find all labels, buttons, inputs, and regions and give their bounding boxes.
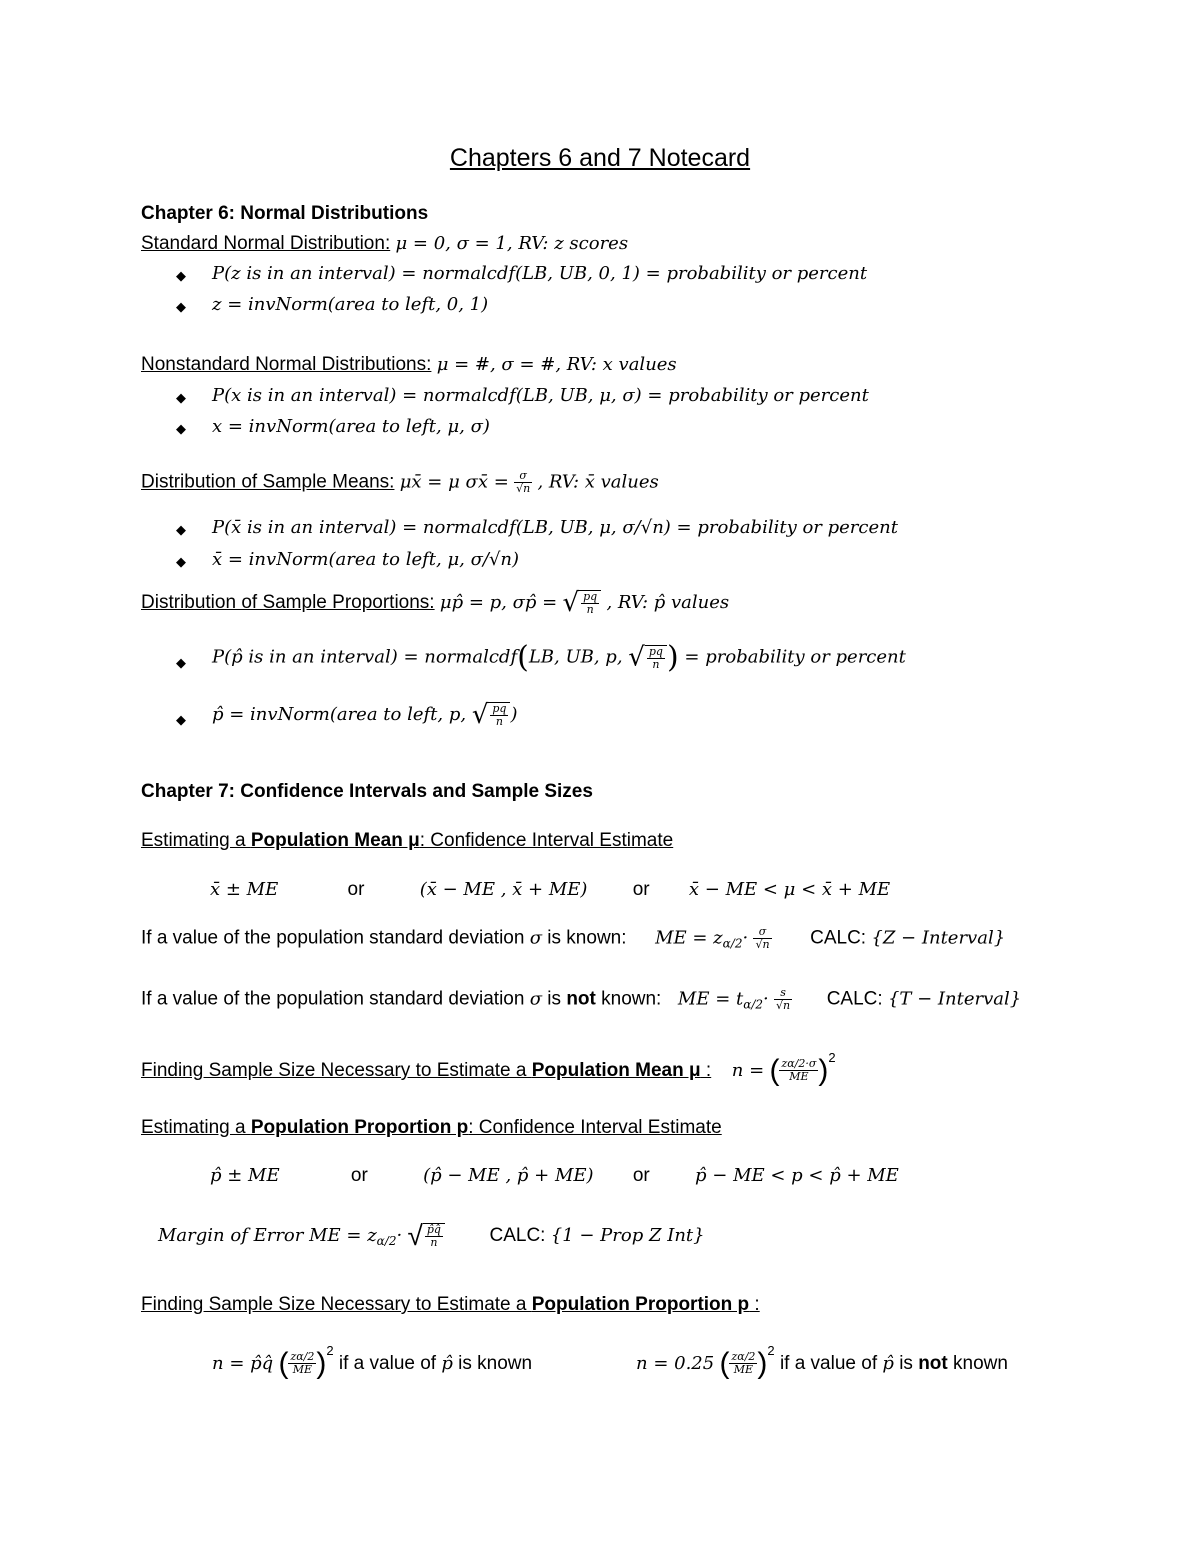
nonstandard-normal-formula-1: P(x is in an interval) = normalcdf(LB, UB, μ, σ) = probability or percent [212, 385, 869, 406]
sample-means-formula-2: x̄ = invNorm(area to left, μ, σ/√n) [212, 549, 520, 570]
bullet-icon: ◆ [176, 268, 186, 283]
sample-proportions-label: Distribution of Sample Proportions: [141, 592, 435, 614]
margin-of-error-line: Margin of Error ME = $z_{\alpha/2}\cdot$ √ $\frac{p̂q̂}{n}$ CALC: {1 − Prop Z Int} [158, 1220, 705, 1251]
standard-normal-formula-1: P(z is in an interval) = normalcdf(LB, UB, 0, 1) = probability or percent [212, 263, 868, 284]
sample-proportions-formula-2: p̂ = invNorm(area to left, p, √ $\frac{pq}{n}$ ) [212, 700, 518, 730]
page-title: Chapters 6 and 7 Notecard [449, 144, 751, 172]
sample-means-formula-1: P(x̄ is in an interval) = normalcdf(LB, UB, μ, σ/√n) = probability or percent [212, 517, 898, 538]
sample-size-proportion-known: n = p̂q̂ ( $\frac{z\alpha/2}{ME}$ )$^2$ if a value of p̂ is known [212, 1343, 533, 1380]
bullet-icon: ◆ [176, 522, 186, 537]
standard-normal-params: μ = 0, σ = 1, RV: z scores [395, 233, 629, 254]
bullet-icon: ◆ [176, 421, 186, 436]
sample-proportions-formula-1: P(p̂ is in an interval) = normalcdf(LB, UB, p, √ $\frac{pq}{n}$ ) = probability or percent [212, 640, 906, 675]
sigma-known-line: If a value of the population standard deviation σ is known: ME = $z_{\alpha/2}\cdot$ $\frac{\sigma}{√n}$ CALC: {Z − Interval} [141, 925, 1006, 951]
sample-size-proportion-unknown: n = 0.25 ( $\frac{z\alpha/2}{ME}$ )$^2$ if a value of p̂ is not known [636, 1343, 1008, 1380]
sample-proportions-line: Distribution of Sample Proportions: μp̂ = p, σp̂ = √ $\frac{pq}{n}$ , RV: p̂ values [141, 588, 730, 618]
sample-means-params: μx̄ = μ σx̄ = [399, 471, 509, 493]
chapter7-heading: Chapter 7: Confidence Intervals and Sample Sizes [141, 781, 593, 802]
nonstandard-normal-formula-2: x = invNorm(area to left, μ, σ) [212, 416, 490, 437]
sqrt-pq-over-n: $\frac{pq}{n}$ [579, 590, 601, 616]
bullet-icon: ◆ [176, 554, 186, 569]
sample-means-label: Distribution of Sample Means: [141, 471, 395, 493]
standard-normal-formula-2: z = invNorm(area to left, 0, 1) [212, 294, 489, 315]
proportion-interval-forms: p̂ ± ME or (p̂ − ME , p̂ + ME) or p̂ − ME < p < p̂ + ME [210, 1165, 899, 1186]
sample-means-line [141, 470, 659, 495]
standard-normal-line [141, 233, 628, 255]
sample-proportions-params: μp̂ = p, σp̂ = [439, 592, 558, 614]
nonstandard-normal-line [141, 354, 677, 376]
nonstandard-normal-label: Nonstandard Normal Distributions: [141, 354, 432, 375]
sample-size-mean-line: Finding Sample Size Necessary to Estimate a Population Mean μ : n = ( $\frac{z\alpha/2\cdot\sigma}{ME}$ )$^2$ [141, 1050, 836, 1087]
sigma-unknown-line: If a value of the population standard deviation σ is not known: ME = $t_{\alpha/2}\cdot$ $\frac{s}{√n}$ CALC: {T − Interval} [141, 986, 1022, 1012]
bullet-icon: ◆ [176, 655, 186, 670]
standard-normal-label: Standard Normal Distribution: [141, 233, 391, 254]
mean-interval-forms: x̄ ± ME or (x̄ − ME , x̄ + ME) or x̄ − ME < μ < x̄ + ME [210, 879, 891, 900]
bullet-icon: ◆ [176, 712, 186, 727]
sample-means-rv: , RV: x̄ values [537, 471, 659, 493]
chapter6-heading: Chapter 6: Normal Distributions [141, 203, 429, 224]
sample-size-proportion-heading: Finding Sample Size Necessary to Estimate a Population Proportion p : [141, 1294, 760, 1315]
bullet-icon: ◆ [176, 390, 186, 405]
estimating-proportion-heading: Estimating a Population Proportion p: Confidence Interval Estimate [141, 1117, 722, 1138]
nonstandard-normal-params: μ = #, σ = #, RV: x values [436, 354, 677, 375]
sample-proportions-rv: , RV: p̂ values [606, 592, 730, 614]
bullet-icon: ◆ [176, 299, 186, 314]
sigma-over-root-n: $\frac{\sigma}{√n}$ [516, 469, 531, 495]
estimating-mean-heading: Estimating a Population Mean μ: Confidence Interval Estimate [141, 830, 674, 851]
